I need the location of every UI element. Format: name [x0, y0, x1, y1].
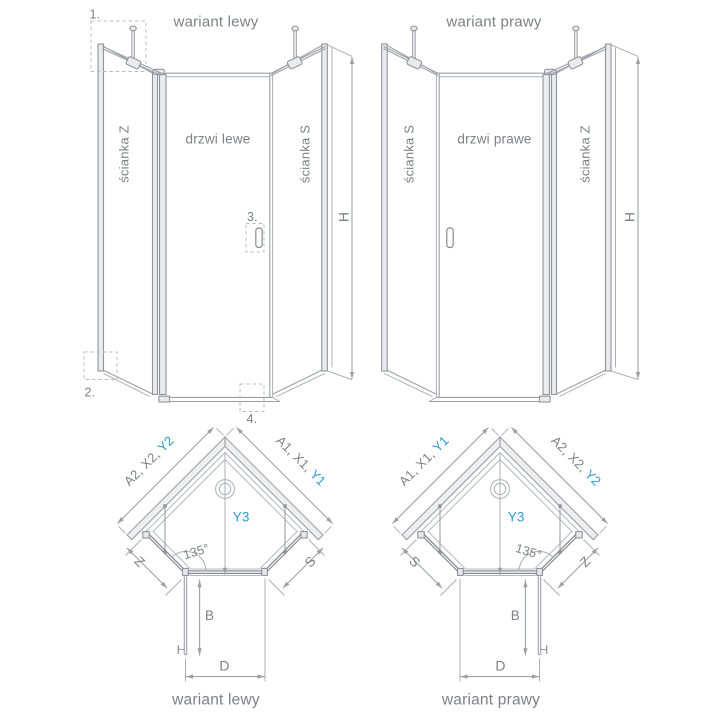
wall-right-label: ścianka S: [297, 124, 313, 184]
dim-label-upper-left: A1, X1, Y1: [395, 432, 452, 489]
callout-3: 3.: [247, 210, 258, 224]
open-door: [538, 577, 546, 655]
dim-label-upper-left: A2, X2, Y2: [120, 432, 177, 489]
callouts: [84, 8, 264, 427]
open-door: [178, 577, 186, 655]
b-label: B: [510, 608, 520, 623]
callout-1: 1.: [89, 7, 101, 22]
plan-title: wariant lewy: [172, 691, 260, 709]
b-label: B: [205, 608, 215, 623]
callout-4: 4.: [246, 412, 258, 426]
support-bars: [384, 26, 607, 76]
door-label: drzwi lewe: [185, 131, 251, 147]
door-assembly: [153, 69, 281, 402]
support-bars: [102, 26, 325, 76]
dim-label-upper-right: A1, X1, Y1: [273, 432, 330, 489]
height-label: H: [621, 211, 638, 223]
dim-label-upper-right: A2, X2, Y2: [548, 432, 605, 489]
y3-label: Y3: [232, 509, 250, 525]
dim-label-lower-right: S: [301, 553, 319, 571]
dim-label-lower-left: S: [406, 553, 424, 571]
wall-panel-right: [382, 44, 436, 397]
wall-left-label: ścianka S: [401, 124, 417, 184]
angle-label: 135°: [513, 541, 544, 563]
door-handle-icon: [256, 228, 262, 248]
wall-panel-left: [98, 44, 153, 396]
door-assembly: [429, 69, 557, 402]
elevation-left: [84, 8, 354, 427]
door-label: drzwi prawe: [457, 131, 532, 147]
elevation-title: wariant lewy: [173, 13, 259, 31]
plan-left: [116, 426, 334, 709]
angle-label: 135°: [181, 541, 212, 563]
plan-title: wariant prawy: [441, 691, 541, 709]
height-dimension: [327, 45, 354, 380]
wall-right-label: ścianka Z: [577, 125, 593, 183]
elevation-right: [382, 14, 641, 403]
height-label: H: [335, 211, 352, 223]
d-label: D: [495, 657, 506, 674]
callout-2: 2.: [84, 385, 96, 400]
wall-left-label: ścianka Z: [116, 125, 132, 183]
y3-label: Y3: [507, 509, 525, 525]
door-handle-icon: [447, 228, 453, 248]
plan-right: [391, 426, 609, 709]
elevation-title: wariant prawy: [446, 13, 542, 31]
dim-label-lower-right: Z: [577, 553, 594, 571]
wall-panel-right: [273, 44, 327, 397]
d-label: D: [219, 657, 230, 674]
wall-panel-left: [557, 44, 612, 396]
height-dimension: [611, 45, 640, 380]
dim-label-lower-left: Z: [131, 553, 148, 571]
